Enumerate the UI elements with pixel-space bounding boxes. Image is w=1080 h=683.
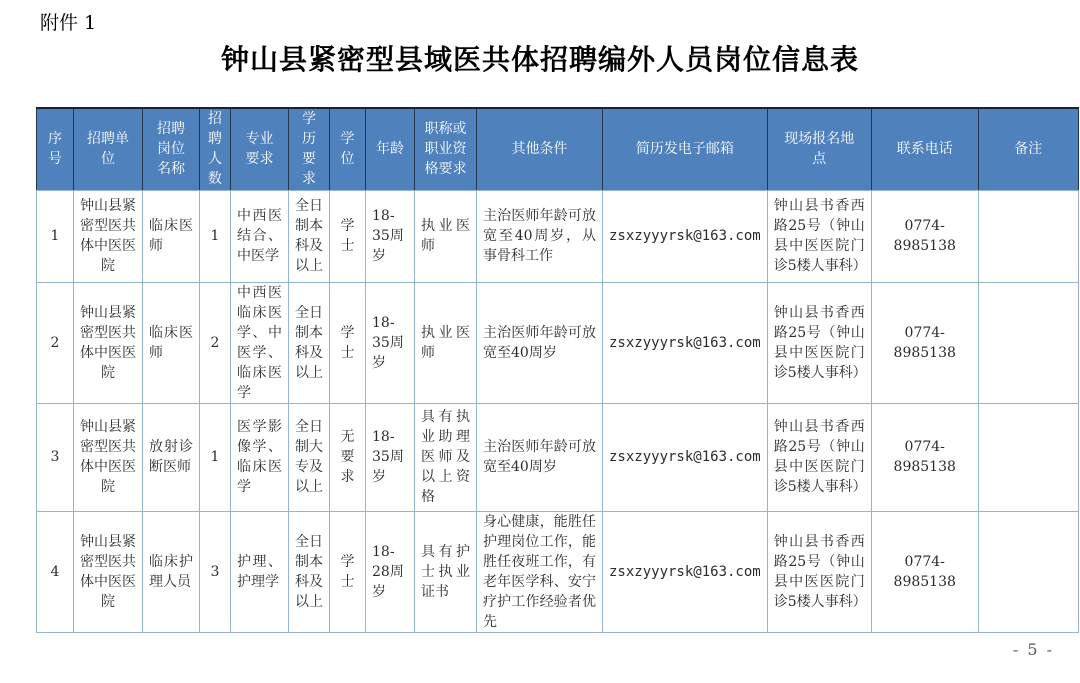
cell-major: 护理、护理学 xyxy=(231,511,289,632)
cell-qualification: 执业医师 xyxy=(415,282,477,403)
cell-email: zsxzyyyrsk@163.com xyxy=(603,511,768,632)
table-row xyxy=(37,282,1079,403)
col-header-unit: 招聘单位 xyxy=(74,108,143,190)
col-header-education: 学历要求 xyxy=(289,108,330,190)
col-header-count: 招聘人数 xyxy=(200,108,231,190)
cell-remark xyxy=(978,403,1078,511)
cell-qualification: 具有执业助理医师及以上资格 xyxy=(415,403,477,511)
cell-degree: 学士 xyxy=(330,190,366,282)
table-row xyxy=(37,403,1079,511)
table-row xyxy=(37,511,1079,632)
cell-education: 全日制本科及以上 xyxy=(289,511,330,632)
cell-count: 2 xyxy=(200,282,231,403)
cell-location: 钟山县书香西路25号（钟山县中医医院门诊5楼人事科） xyxy=(767,403,871,511)
page-title: 钟山县紧密型县域医共体招聘编外人员岗位信息表 xyxy=(220,43,859,76)
attachment-label: 附件 1 xyxy=(40,12,97,34)
cell-age: 18-35周岁 xyxy=(366,190,415,282)
cell-count: 1 xyxy=(200,190,231,282)
col-header-qualification: 职称或职业资格要求 xyxy=(415,108,477,190)
cell-degree: 学士 xyxy=(330,282,366,403)
cell-position: 临床医师 xyxy=(143,282,200,403)
cell-education: 全日制大专及以上 xyxy=(289,403,330,511)
cell-unit: 钟山县紧密型医共体中医医院 xyxy=(74,403,143,511)
col-header-age: 年龄 xyxy=(366,108,415,190)
cell-remark xyxy=(978,511,1078,632)
cell-qualification: 具有护士执业证书 xyxy=(415,511,477,632)
cell-count: 3 xyxy=(200,511,231,632)
cell-unit: 钟山县紧密型医共体中医医院 xyxy=(74,282,143,403)
cell-email: zsxzyyyrsk@163.com xyxy=(603,403,768,511)
cell-email: zsxzyyyrsk@163.com xyxy=(603,282,768,403)
col-header-phone: 联系电话 xyxy=(871,108,978,190)
cell-position: 放射诊断医师 xyxy=(143,403,200,511)
cell-other: 主治医师年龄可放宽至40周岁 xyxy=(477,403,603,511)
cell-other: 主治医师年龄可放宽至40周岁 xyxy=(477,282,603,403)
cell-remark xyxy=(978,282,1078,403)
cell-major: 中西医临床医学、中医学、临床医学 xyxy=(231,282,289,403)
cell-unit: 钟山县紧密型医共体中医医院 xyxy=(74,190,143,282)
cell-phone: 0774-8985138 xyxy=(871,511,978,632)
cell-seq: 1 xyxy=(37,190,74,282)
cell-phone: 0774-8985138 xyxy=(871,190,978,282)
cell-count: 1 xyxy=(200,403,231,511)
col-header-seq: 序号 xyxy=(37,108,74,190)
cell-degree: 无要求 xyxy=(330,403,366,511)
col-header-degree: 学位 xyxy=(330,108,366,190)
cell-education: 全日制本科及以上 xyxy=(289,190,330,282)
cell-location: 钟山县书香西路25号（钟山县中医医院门诊5楼人事科） xyxy=(767,190,871,282)
cell-phone: 0774-8985138 xyxy=(871,403,978,511)
cell-email: zsxzyyyrsk@163.com xyxy=(603,190,768,282)
cell-position: 临床护理人员 xyxy=(143,511,200,632)
page-number: - 5 - xyxy=(1012,640,1054,659)
cell-seq: 2 xyxy=(37,282,74,403)
col-header-email: 简历发电子邮箱 xyxy=(603,108,768,190)
table-row xyxy=(37,190,1079,282)
cell-age: 18-35周岁 xyxy=(366,403,415,511)
cell-major: 医学影像学、临床医学 xyxy=(231,403,289,511)
col-header-other: 其他条件 xyxy=(477,108,603,190)
col-header-location: 现场报名地点 xyxy=(767,108,871,190)
cell-other: 主治医师年龄可放宽至40周岁，从事骨科工作 xyxy=(477,190,603,282)
cell-remark xyxy=(978,190,1078,282)
job-info-table xyxy=(36,107,1079,633)
cell-age: 18-28周岁 xyxy=(366,511,415,632)
cell-unit: 钟山县紧密型医共体中医医院 xyxy=(74,511,143,632)
cell-phone: 0774-8985138 xyxy=(871,282,978,403)
cell-education: 全日制本科及以上 xyxy=(289,282,330,403)
cell-position: 临床医师 xyxy=(143,190,200,282)
cell-seq: 3 xyxy=(37,403,74,511)
col-header-major: 专业要求 xyxy=(231,108,289,190)
cell-qualification: 执业医师 xyxy=(415,190,477,282)
cell-seq: 4 xyxy=(37,511,74,632)
cell-location: 钟山县书香西路25号（钟山县中医医院门诊5楼人事科） xyxy=(767,511,871,632)
cell-major: 中西医结合、中医学 xyxy=(231,190,289,282)
col-header-position: 招聘岗位名称 xyxy=(143,108,200,190)
col-header-remark: 备注 xyxy=(978,108,1078,190)
cell-location: 钟山县书香西路25号（钟山县中医医院门诊5楼人事科） xyxy=(767,282,871,403)
header-row xyxy=(37,108,1079,190)
cell-age: 18-35周岁 xyxy=(366,282,415,403)
cell-other: 身心健康，能胜任护理岗位工作，能胜任夜班工作，有老年医学科、安宁疗护工作经验者优先 xyxy=(477,511,603,632)
cell-degree: 学士 xyxy=(330,511,366,632)
